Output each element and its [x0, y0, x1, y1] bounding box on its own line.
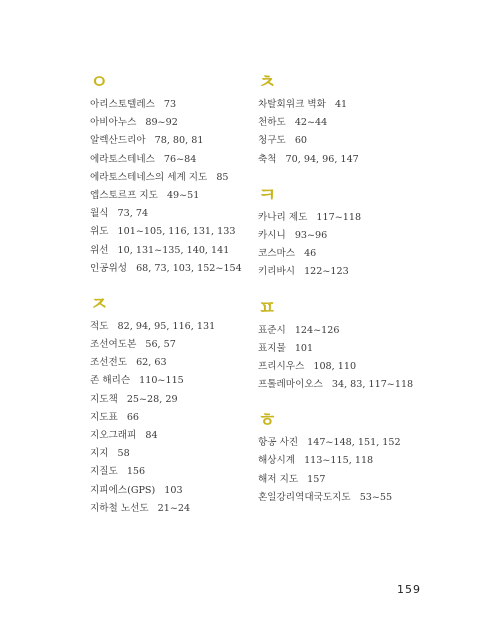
index-entry — [90, 463, 280, 481]
entry-term: 표지물 — [258, 342, 286, 354]
entry-pages: 110~115 — [139, 375, 184, 387]
entry-term: 인공위성 — [90, 262, 128, 274]
index-entry — [258, 132, 448, 150]
index-entry — [258, 376, 448, 394]
entry-pages: 82, 94, 95, 116, 131 — [117, 320, 216, 332]
entry-term: 해저 지도 — [258, 473, 299, 485]
entry-term: 차탈회위크 벽화 — [258, 99, 326, 110]
entry-term: 지오그래피 — [90, 430, 137, 441]
index-entry — [90, 151, 280, 169]
index-entry — [90, 354, 280, 372]
index-entry — [258, 245, 448, 263]
index-entry — [90, 427, 280, 445]
entry-term: 아리스토텔레스 — [90, 99, 155, 110]
entry-pages: 60 — [294, 135, 308, 147]
section-letter-pieup: ㅍ — [258, 296, 277, 319]
index-entry — [90, 169, 280, 187]
entry-pages: 157 — [307, 473, 326, 485]
entry-term: 지지 — [90, 448, 109, 460]
entry-term: 지피에스(GPS) — [90, 484, 156, 496]
entry-term: 지도표 — [90, 411, 118, 423]
entry-term: 에라토스테네스 — [90, 153, 155, 165]
index-entry — [90, 242, 280, 260]
entry-pages: 108, 110 — [313, 360, 357, 372]
index-entry — [258, 434, 448, 452]
entry-pages: 58 — [117, 448, 130, 460]
entry-term: 엡스토르프 지도 — [90, 189, 158, 201]
entry-term: 키리바시 — [258, 266, 296, 278]
entry-term: 존 해리슨 — [90, 375, 131, 387]
entry-pages: 70, 94, 96, 147 — [285, 153, 359, 165]
index-entry — [258, 263, 448, 281]
entry-pages: 89~92 — [145, 117, 178, 129]
entry-pages: 113~115, 118 — [304, 455, 374, 467]
index-entry — [90, 114, 280, 132]
entry-term: 표준시 — [258, 324, 286, 336]
index-entry — [90, 409, 280, 427]
index-entry — [258, 151, 448, 169]
entry-pages: 117~118 — [316, 211, 362, 223]
entry-pages: 73 — [163, 99, 177, 110]
section-letter-kieuk: ㅋ — [258, 183, 277, 206]
entry-term: 항공 사진 — [258, 437, 299, 449]
index-entry — [258, 471, 448, 489]
entry-pages: 85 — [216, 171, 229, 183]
entry-term: 혼일강리역대국도지도 — [258, 491, 351, 503]
index-section-kieuk — [258, 183, 448, 282]
entry-pages: 56, 57 — [145, 339, 176, 351]
index-section-pieup — [258, 296, 448, 395]
entry-pages: 101~105, 116, 131, 133 — [117, 226, 236, 238]
entry-pages: 42~44 — [294, 117, 328, 129]
entry-pages: 124~126 — [294, 324, 340, 336]
index-right-column — [258, 70, 448, 521]
index-section-chieut — [258, 70, 448, 169]
index-entry — [258, 489, 448, 507]
entry-term: 알렉산드리아 — [90, 135, 146, 147]
index-entry — [258, 322, 448, 340]
page-number: 159 — [397, 583, 421, 596]
entry-term: 위도 — [90, 226, 109, 238]
index-entry — [90, 205, 280, 223]
entry-term: 지도책 — [90, 393, 118, 405]
index-entry — [90, 482, 280, 500]
entry-term: 프리시우스 — [258, 360, 305, 372]
index-entry — [90, 391, 280, 409]
index-entry — [90, 96, 280, 114]
index-left-column — [90, 70, 280, 532]
entry-pages: 101 — [294, 342, 314, 354]
entry-pages: 41 — [334, 99, 348, 110]
index-entry — [90, 223, 280, 241]
index-entry — [258, 452, 448, 470]
index-entry — [258, 358, 448, 376]
entry-pages: 66 — [126, 411, 140, 423]
entry-term: 천하도 — [258, 117, 286, 129]
index-section-jieut — [90, 292, 280, 518]
index-entry — [258, 96, 448, 114]
index-entry — [90, 372, 280, 390]
index-entry — [90, 318, 280, 336]
index-entry — [258, 209, 448, 227]
entry-term: 코스마스 — [258, 248, 296, 260]
entry-pages: 62, 63 — [136, 357, 167, 369]
entry-term: 지질도 — [90, 466, 118, 478]
entry-term: 아비아누스 — [90, 117, 137, 129]
entry-pages: 73, 74 — [117, 208, 149, 220]
entry-term: 카나리 제도 — [258, 211, 308, 223]
entry-pages: 76~84 — [163, 153, 197, 165]
section-letter-jieut: ㅈ — [90, 292, 109, 315]
entry-pages: 10, 131~135, 140, 141 — [117, 244, 230, 256]
entry-pages: 21~24 — [157, 502, 191, 514]
entry-pages: 93~96 — [294, 229, 328, 241]
index-entry — [258, 340, 448, 358]
entry-pages: 53~55 — [359, 491, 393, 503]
entry-pages: 122~123 — [304, 266, 349, 278]
entry-term: 적도 — [90, 320, 109, 332]
entry-pages: 103 — [164, 484, 183, 496]
entry-pages: 46 — [304, 248, 317, 260]
index-entry — [258, 227, 448, 245]
entry-pages: 68, 73, 103, 152~154 — [136, 262, 242, 274]
entry-term: 조선여도본 — [90, 339, 137, 351]
entry-pages: 156 — [126, 466, 146, 478]
entry-term: 해상시계 — [258, 455, 296, 467]
index-entry — [90, 445, 280, 463]
entry-term: 에라토스테네스의 세계 지도 — [90, 171, 208, 183]
index-section-hieut — [258, 408, 448, 507]
entry-term: 청구도 — [258, 135, 286, 147]
entry-pages: 49~51 — [166, 189, 200, 201]
entry-pages: 78, 80, 81 — [154, 135, 204, 147]
index-entry — [90, 187, 280, 205]
section-letter-chieut: ㅊ — [258, 71, 277, 93]
entry-term: 월식 — [90, 208, 109, 220]
section-letter-ieung: ㅇ — [90, 71, 109, 93]
section-letter-hieut: ㅎ — [258, 409, 277, 432]
entry-pages: 34, 83, 117~118 — [331, 379, 414, 391]
index-entry — [90, 132, 280, 150]
entry-pages: 25~28, 29 — [126, 393, 178, 405]
index-entry — [90, 336, 280, 354]
entry-term: 지하철 노선도 — [90, 502, 149, 514]
entry-term: 조선전도 — [90, 357, 128, 369]
entry-pages: 84 — [145, 430, 158, 441]
entry-pages: 147~148, 151, 152 — [307, 437, 401, 449]
index-entry — [90, 260, 280, 278]
index-entry — [258, 114, 448, 132]
entry-term: 위선 — [90, 244, 109, 256]
entry-term: 카시니 — [258, 229, 286, 241]
index-entry — [90, 500, 280, 518]
entry-term: 축척 — [258, 153, 277, 165]
entry-term: 프톨레마이오스 — [258, 379, 323, 391]
index-section-ieung — [90, 70, 280, 278]
